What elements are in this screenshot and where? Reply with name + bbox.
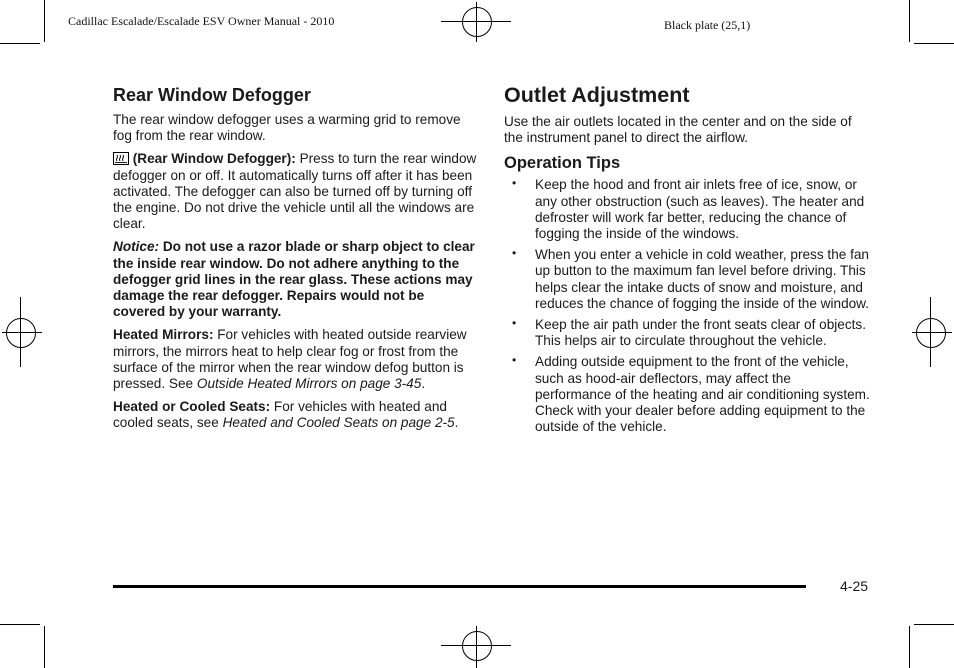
notice-label: Notice: [113, 239, 160, 255]
crop-mark [44, 0, 45, 42]
heated-mirrors-text: For vehicles with heated outside rearview mirrors, the mirrors heat to help clear fog or frost from the surface of the mirror when the rear window defog button is pressed. See [113, 327, 467, 392]
left-column [113, 84, 477, 439]
notice-paragraph [113, 239, 477, 320]
crop-mark [0, 43, 40, 44]
page-number: 4-25 [840, 578, 869, 594]
right-column [504, 82, 870, 440]
bullet: • [512, 353, 517, 368]
defogger-paragraph [113, 151, 477, 232]
period: . [421, 376, 426, 392]
heated-mirrors-label: Heated Mirrors: [113, 327, 214, 343]
crop-mark [914, 43, 954, 44]
crop-mark [909, 626, 910, 668]
notice-text: Do not use a razor blade or sharp object to clear the inside rear window. Do not adhere anything to the defogger grid lines in the rear glass. These actions may damage the rear defogger. Repairs would not be covered by your warranty. [113, 239, 475, 320]
tip-text: Keep the air path under the front seats clear of objects. This helps air to circulate throughout the vehicle. [535, 317, 866, 349]
list-item [504, 247, 870, 312]
defogger-text: Press to turn the rear window defogger on or off. It automatically turns off after it has been activated. The defogger can also be turned off by turning off the engine. Do not drive the vehicle until all the windows are clear. [113, 151, 477, 232]
defogger-label: (Rear Window Defogger): [132, 151, 296, 167]
footer-rule [113, 585, 806, 588]
defogger-intro: The rear window defogger uses a warming grid to remove fog from the rear window. [113, 112, 461, 144]
crop-mark [914, 624, 954, 625]
rear-defogger-icon [113, 152, 129, 165]
heated-seats-text: For vehicles with heated and cooled seats, see [113, 399, 447, 431]
heated-seats-paragraph [113, 399, 477, 431]
crop-mark [0, 624, 40, 625]
tip-text: When you enter a vehicle in cold weather, press the fan up button to the maximum fan level before driving. This helps clear the intake ducts of snow and moisture, and reduces the chance of fogging the inside of the window. [535, 247, 870, 311]
bullet: • [512, 316, 517, 331]
tip-text: Keep the hood and front air inlets free of ice, snow, or any other obstruction (such as leaves). The heater and defroster will work far better, reducing the chance of fogging the inside of the windows. [535, 177, 865, 242]
heated-seats-label: Heated or Cooled Seats: [113, 399, 271, 415]
heated-seats-reference[interactable]: Heated and Cooled Seats on page 2-5 [222, 415, 455, 431]
running-header-plate: Black plate (25,1) [664, 18, 751, 32]
heated-mirrors-paragraph [113, 327, 477, 392]
running-header-title: Cadillac Escalade/Escalade ESV Owner Manual - 2010 [68, 14, 335, 28]
period: . [454, 415, 459, 431]
outlet-intro: Use the air outlets located in the center and on the side of the instrument panel to direct the airflow. [504, 114, 852, 146]
tip-text: Adding outside equipment to the front of the vehicle, such as hood-air deflectors, may affect the performance of the heating and air conditioning system. Check with your dealer before adding equipment to the outside of the vehicle. [535, 354, 870, 435]
operation-tips-list [504, 177, 870, 435]
list-item [504, 177, 870, 242]
crop-mark [44, 626, 45, 668]
list-item [504, 354, 870, 435]
bullet: • [512, 246, 517, 261]
section-heading-outlet-adjustment: Outlet Adjustment [504, 83, 690, 107]
list-item [504, 317, 870, 349]
bullet: • [512, 176, 517, 191]
subheading-operation-tips: Operation Tips [504, 154, 621, 173]
heated-mirrors-reference[interactable]: Outside Heated Mirrors on page 3-45 [196, 376, 422, 392]
section-heading-rear-window-defogger: Rear Window Defogger [113, 85, 311, 105]
crop-mark [909, 0, 910, 42]
